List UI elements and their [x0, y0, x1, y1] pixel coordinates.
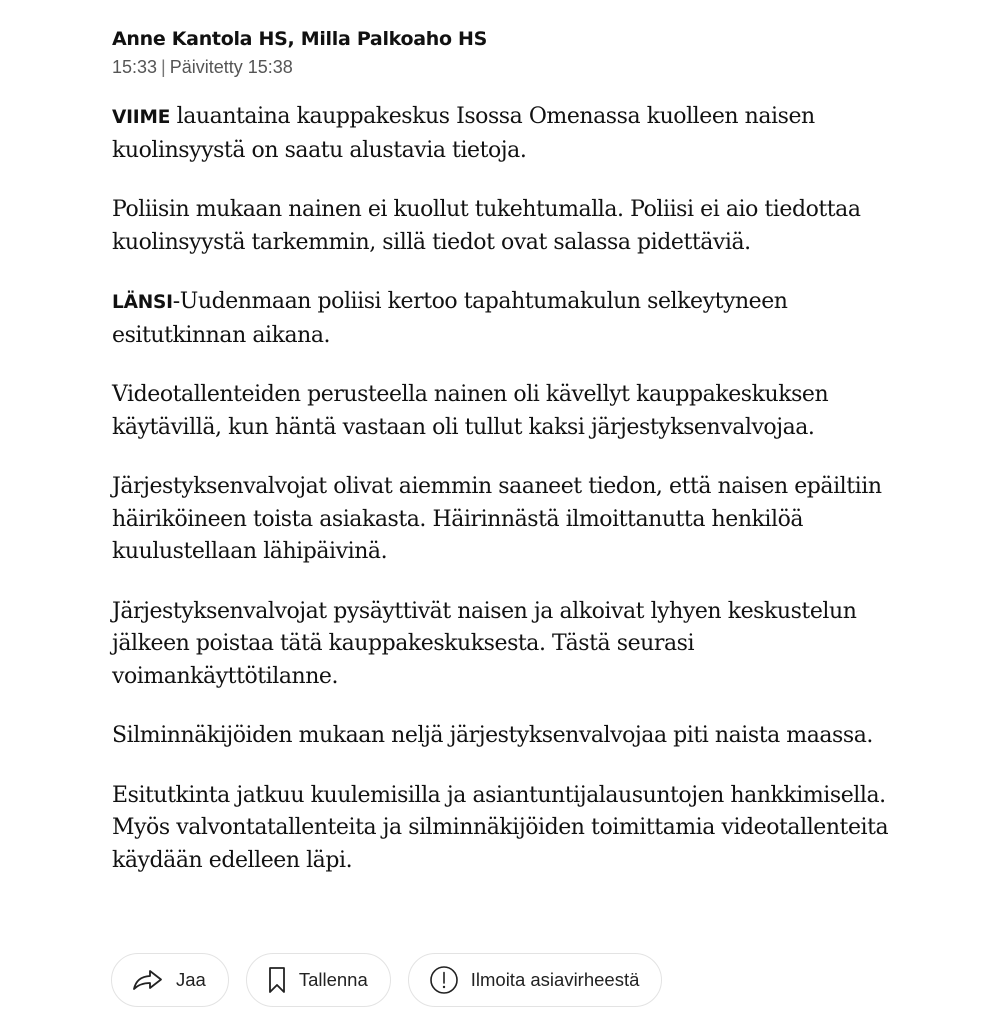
report-error-button[interactable]: [408, 953, 663, 1007]
save-label: Tallenna: [298, 969, 368, 990]
paragraph-5: [112, 471, 912, 569]
bookmark-icon: [267, 966, 287, 994]
paragraph-8: [112, 780, 912, 878]
meta-separator: |: [161, 57, 166, 77]
lead-word: LÄNSI: [112, 292, 173, 313]
published-time: 15:33: [112, 57, 158, 77]
article-body: [112, 101, 912, 877]
article-actions: [111, 953, 662, 1007]
paragraph-7: [112, 720, 912, 753]
updated-time: Päivitetty 15:38: [169, 57, 293, 77]
paragraph-3: [112, 286, 912, 352]
paragraph-text: Järjestyksenvalvojat pysäyttivät naisen ja alkoivat lyhyen keskustelun jälkeen poistaa tätä kauppakeskuksesta. Tästä seurasi voimankäyttötilanne.: [112, 598, 857, 689]
byline: Anne Kantola HS, Milla Palkoaho HS: [112, 28, 488, 50]
paragraph-6: [112, 596, 912, 694]
lead-word: VIIME: [112, 107, 171, 128]
exclamation-circle-icon: [429, 965, 459, 995]
paragraph-text: Silminnäkijöiden mukaan neljä järjestyksenvalvojaa piti naista maassa.: [112, 723, 873, 748]
save-button[interactable]: [246, 953, 391, 1007]
share-arrow-icon: [132, 968, 164, 992]
paragraph-text: -Uudenmaan poliisi kertoo tapahtumakulun selkeytyneen esitutkinnan aikana.: [112, 289, 788, 348]
paragraph-2: [112, 194, 912, 259]
article: [112, 26, 912, 904]
paragraph-text: Poliisin mukaan nainen ei kuollut tukehtumalla. Poliisi ei aio tiedottaa kuolinsyystä tarkemmin, sillä tiedot ovat salassa pidettäviä.: [112, 197, 861, 255]
paragraph-text: Esitutkinta jatkuu kuulemisilla ja asiantuntijalausuntojen hankkimisella. Myös valvontatallenteita ja silminnäkijöiden toimittamia videotallenteita käydään edelleen läpi.: [112, 782, 889, 873]
article-meta: [112, 55, 912, 79]
share-label: Jaa: [176, 969, 206, 990]
share-button[interactable]: [111, 953, 229, 1007]
paragraph-1: [112, 101, 912, 167]
paragraph-text: lauantaina kauppakeskus Isossa Omenassa kuolleen naisen kuolinsyystä on saatu alustavia tietoja.: [112, 104, 815, 163]
paragraph-4: [112, 379, 912, 444]
paragraph-text: Järjestyksenvalvojat olivat aiemmin saaneet tiedon, että naisen epäiltiin häiriköineen toista asiakasta. Häirinnästä ilmoittanutta henkilöä kuulustellaan lähipäivinä.: [112, 474, 882, 564]
paragraph-text: Videotallenteiden perusteella nainen oli kävellyt kauppakeskuksen käytävillä, kun häntä vastaan oli tullut kaksi järjestyksenvalvojaa.: [112, 382, 829, 440]
report-error-label: Ilmoita asiavirheestä: [470, 969, 640, 990]
